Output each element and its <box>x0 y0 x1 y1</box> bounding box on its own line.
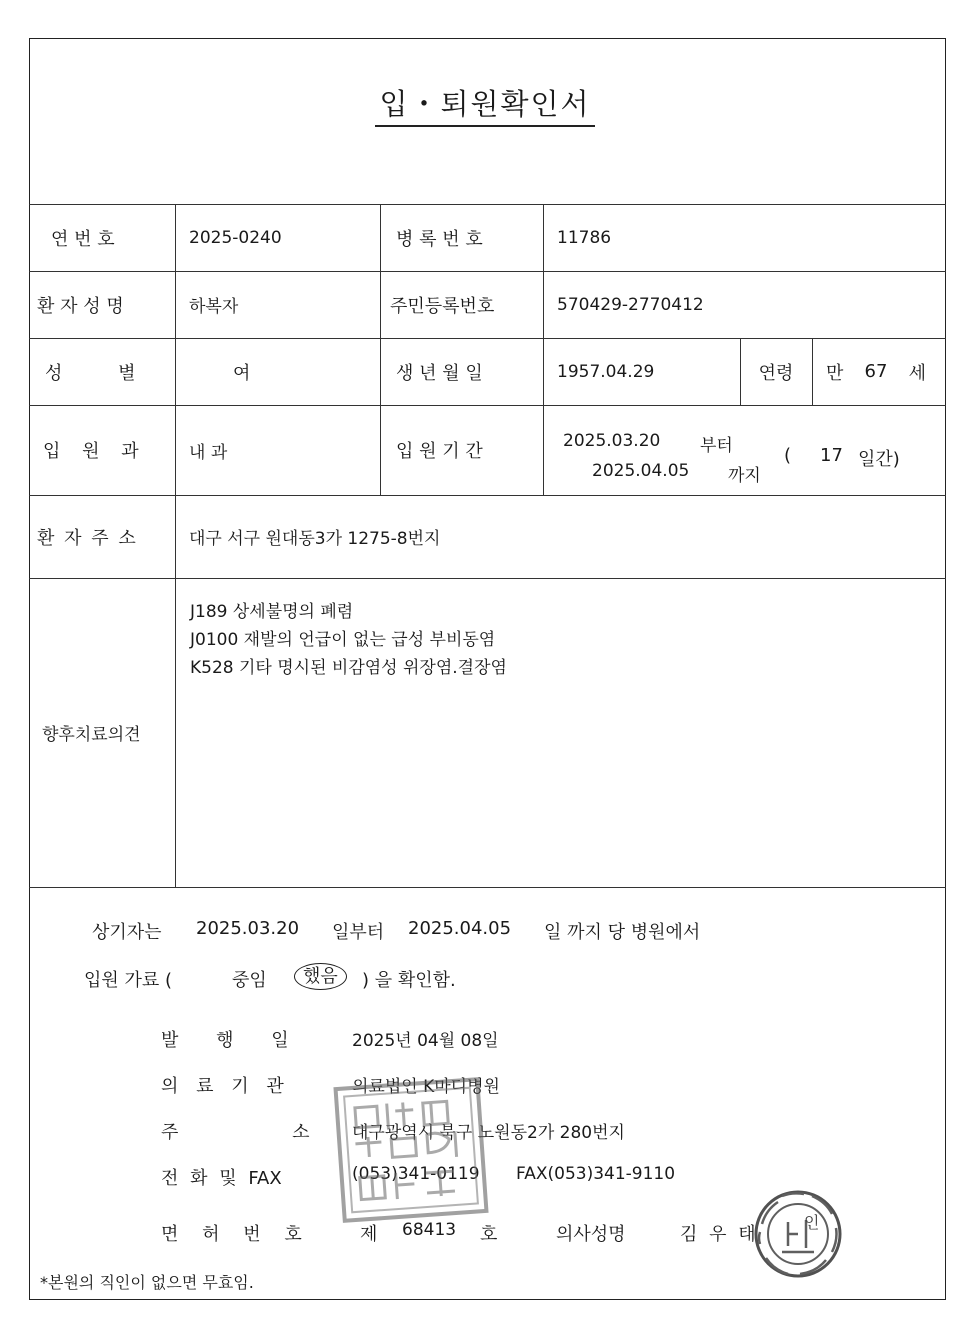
admission-start-date: 2025.03.20 <box>563 431 661 451</box>
treatment-opinion-label: 향후치료의견 <box>42 725 141 745</box>
issue-date-value: 2025년 04월 08일 <box>352 1031 499 1051</box>
license-prefix: 제 <box>360 1224 378 1245</box>
record-number-label: 병 록 번 호 <box>396 228 483 250</box>
resident-number-value: 570429-2770412 <box>557 294 704 315</box>
grid-line <box>29 887 946 888</box>
statement-line2-prefix: 입원 가료 ( <box>84 970 173 991</box>
department-label: 입 원 과 <box>43 441 139 462</box>
statement-from-date: 2025.03.20 <box>196 918 300 939</box>
patient-name-label: 환 자 성 명 <box>37 295 124 317</box>
statement-to-date: 2025.04.05 <box>408 918 512 939</box>
admission-days-suffix: 일간) <box>858 449 900 470</box>
birth-date-label: 생 년 월 일 <box>396 362 483 384</box>
fax-value: FAX(053)341-9110 <box>516 1164 676 1184</box>
doctor-name: 김 우 태 <box>680 1224 756 1245</box>
address-label: 환 자 주 소 <box>37 527 136 549</box>
statement-option-ongoing: 중임 <box>232 970 267 991</box>
age-label: 연령 <box>758 362 794 384</box>
statement-from-suffix: 일부터 <box>332 922 385 943</box>
hospital-address-value: 대구광역시 북구 노원동2가 280번지 <box>352 1123 625 1143</box>
license-label: 면 허 번 호 <box>161 1224 302 1245</box>
diagnosis-line: J189 상세불명의 폐렴 <box>190 602 354 622</box>
diagnosis-line: J0100 재발의 언급이 없는 급성 부비동염 <box>190 630 496 650</box>
admission-start-suffix: 부터 <box>700 436 733 456</box>
doctor-label: 의사성명 <box>556 1224 626 1245</box>
age-number: 67 <box>864 361 888 382</box>
phone-value: (053)341-0119 <box>352 1164 480 1184</box>
resident-number-label: 주민등록번호 <box>390 295 495 317</box>
statement-to-suffix: 일 까지 당 병원에서 <box>544 922 701 943</box>
age-prefix: 만 <box>826 362 844 384</box>
age-value <box>812 338 946 405</box>
statement-option-completed: 했음 <box>294 962 347 988</box>
document-title: 입・퇴원확인서 <box>0 82 970 123</box>
admission-period-label: 입 원 기 간 <box>396 441 483 462</box>
diagnosis-line: K528 기타 명시된 비감염성 위장염.결장염 <box>190 658 507 678</box>
diagnosis-list <box>190 598 507 682</box>
validity-footnote: *본원의 직인이 없으면 무효임. <box>40 1273 254 1292</box>
admission-days: 17 <box>820 445 843 466</box>
admission-end-date: 2025.04.05 <box>592 461 690 481</box>
record-number-value: 11786 <box>557 227 612 248</box>
institution-label: 의 료 기 관 <box>161 1076 284 1097</box>
department-value: 내 과 <box>189 442 228 463</box>
statement-line2-suffix: ) 을 확인함. <box>362 970 456 991</box>
issue-date-label: 발 행 일 <box>161 1030 289 1051</box>
admission-days-open-paren: ( <box>784 445 792 466</box>
age-suffix: 세 <box>908 362 926 384</box>
license-suffix: 호 <box>480 1224 498 1245</box>
statement-prefix: 상기자는 <box>92 922 162 943</box>
seal-character: 인 <box>804 1213 820 1232</box>
hospital-seal-stamp <box>331 1075 490 1225</box>
patient-name-value: 하복자 <box>189 297 239 317</box>
address-value: 대구 서구 원대동3가 1275-8번지 <box>189 529 441 549</box>
phone-label: 전 화 및 FAX <box>161 1168 282 1189</box>
sex-label: 성 별 <box>45 362 136 384</box>
serial-number-value: 2025-0240 <box>189 227 282 248</box>
admission-end-suffix: 까지 <box>728 466 761 486</box>
serial-number-label: 연 번 호 <box>51 228 115 250</box>
sex-value: 여 <box>233 362 251 384</box>
birth-date-value: 1957.04.29 <box>557 361 655 382</box>
institution-value: 의료법인 K마디병원 <box>352 1077 500 1097</box>
hospital-address-label: 주 소 <box>161 1122 310 1143</box>
doctor-seal-stamp <box>752 1188 844 1280</box>
license-number: 68413 <box>402 1220 457 1240</box>
